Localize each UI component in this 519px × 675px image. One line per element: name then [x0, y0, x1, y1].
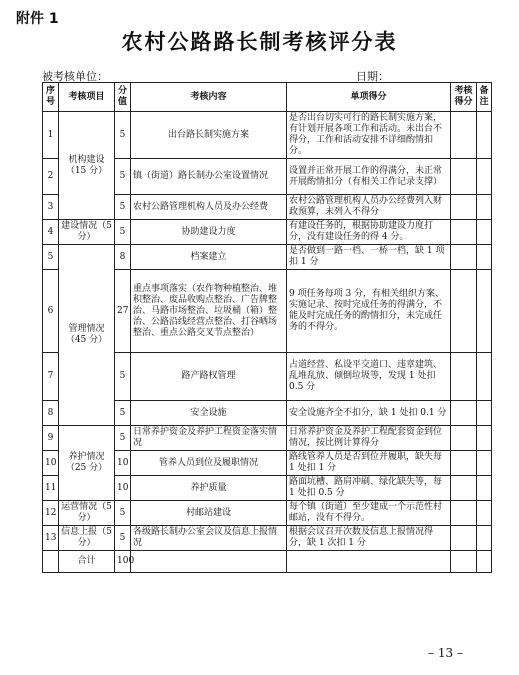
row-value: 27: [115, 270, 131, 353]
row-content: 各级路长制办公室会议及信息上报情况: [131, 526, 287, 551]
row-no: 4: [43, 220, 59, 245]
row-value: 5: [115, 353, 131, 401]
row-content: 农村公路管理机构人员及办公经费: [131, 195, 287, 220]
total-blank: [43, 551, 59, 573]
row-value: 5: [115, 159, 131, 195]
row-no: 5: [43, 245, 59, 270]
row-scoring: 是否出台切实可行的路长制实施方案，有计划开展各项工作和活动。未出台不得分，工作和活动安排不详细酌情扣分。: [287, 112, 451, 159]
row-score: [451, 195, 477, 220]
row-scoring: 9 项任务每项 3 分，有相关组织方案、实施记录、按时完成任务的得满分，不能及时完成任务的酌情扣分，未完成任务的不得分。: [287, 270, 451, 353]
total-label: 合计: [59, 551, 115, 573]
table-row: [43, 501, 492, 526]
table-row: [43, 526, 492, 551]
row-scoring: 根据会议召开次数及信息上报情况得分，缺 1 次扣 1 分: [287, 526, 451, 551]
row-remark: [477, 195, 492, 220]
header-score: 考核得分: [451, 83, 477, 112]
row-value: 5: [115, 426, 131, 451]
row-score: [451, 159, 477, 195]
row-content: 出台路长制实施方案: [131, 112, 287, 159]
header-row: [43, 83, 492, 112]
row-remark: [477, 401, 492, 426]
row-remark: [477, 245, 492, 270]
row-no: 8: [43, 401, 59, 426]
date-label: 日期：: [356, 70, 389, 83]
table-row: [43, 245, 492, 270]
row-score: [451, 270, 477, 353]
row-score: [451, 220, 477, 245]
row-content: 村邮站建设: [131, 501, 287, 526]
table-row: [43, 426, 492, 451]
row-no: 11: [43, 476, 59, 501]
row-score: [451, 451, 477, 476]
group-maint: 养护情况（25 分）: [59, 426, 115, 501]
row-scoring: 每个镇（街道）至少建成一个示范性村邮站，没有不得分。: [287, 501, 451, 526]
score-table: [42, 82, 492, 573]
row-scoring: 日常养护资金及养护工程配套资金到位情况，按比例计算得分: [287, 426, 451, 451]
row-score: [451, 526, 477, 551]
row-no: 3: [43, 195, 59, 220]
row-remark: [477, 501, 492, 526]
row-score: [451, 476, 477, 501]
group-info: 信息上报（5 分）: [59, 526, 115, 551]
header-item: 考核项目: [59, 83, 115, 112]
row-value: 5: [115, 220, 131, 245]
row-score: [451, 401, 477, 426]
header-seq: 序号: [43, 83, 59, 112]
row-value: 5: [115, 401, 131, 426]
row-content: 协助建设力度: [131, 220, 287, 245]
row-remark: [477, 426, 492, 451]
total-scoring: [287, 551, 451, 573]
row-content: 镇（街道）路长制办公室设置情况: [131, 159, 287, 195]
header-scoring: 单项得分: [287, 83, 451, 112]
header-content: 考核内容: [131, 83, 287, 112]
total-content: [131, 551, 287, 573]
page-number: – 13 –: [428, 646, 463, 660]
row-scoring: 安全设施齐全不扣分，缺 1 处扣 0.1 分: [287, 401, 451, 426]
row-value: 5: [115, 112, 131, 159]
row-score: [451, 426, 477, 451]
row-content: 日常养护资金及养护工程资金落实情况: [131, 426, 287, 451]
row-remark: [477, 112, 492, 159]
row-scoring: 路面坑槽、路肩冲刷、绿化缺失等，每 1 处扣 0.5 分: [287, 476, 451, 501]
row-no: 12: [43, 501, 59, 526]
row-score: [451, 501, 477, 526]
group-transport: 运营情况（5 分）: [59, 501, 115, 526]
header-value: 分值: [115, 83, 131, 112]
row-scoring: 农村公路管理机构人员办公经费列入财政预算，未列入不得分: [287, 195, 451, 220]
total-score: [451, 551, 477, 573]
page-title: 农村公路路长制考核评分表: [121, 29, 398, 54]
group-org: 机构建设（15 分）: [59, 112, 115, 220]
row-value: 5: [115, 501, 131, 526]
row-remark: [477, 220, 492, 245]
row-remark: [477, 476, 492, 501]
row-remark: [477, 353, 492, 401]
row-remark: [477, 451, 492, 476]
row-scoring: 占道经营、私设平交道口、违章建筑、乱堆乱放、倾倒垃圾等，发现 1 处扣 0.5 分: [287, 353, 451, 401]
row-no: 13: [43, 526, 59, 551]
row-scoring: 路线管养人员是否到位并履职，缺失每 1 处扣 1 分: [287, 451, 451, 476]
row-content: 重点事项落实（农作物种植整治、堆积整治、废品收购点整治、广告牌整治、马路市场整治、垃圾桶（箱）整治、公路沿线经营点整治、打谷晒场整治、重点公路交叉节点整治）: [131, 270, 287, 353]
row-remark: [477, 270, 492, 353]
row-no: 9: [43, 426, 59, 451]
row-scoring: 设置并正常开展工作的得满分，未正常开展酌情扣分（有相关工作记录支撑）: [287, 159, 451, 195]
attachment-label: 附件 1: [16, 11, 59, 27]
row-value: 10: [115, 476, 131, 501]
row-score: [451, 353, 477, 401]
total-remark: [477, 551, 492, 573]
row-no: 10: [43, 451, 59, 476]
row-remark: [477, 526, 492, 551]
row-no: 7: [43, 353, 59, 401]
row-no: 1: [43, 112, 59, 159]
table-row: [43, 112, 492, 159]
row-remark: [477, 159, 492, 195]
row-value: 10: [115, 451, 131, 476]
row-score: [451, 245, 477, 270]
group-manage: 管理情况（45 分）: [59, 245, 115, 426]
group-build: 建设情况（5 分）: [59, 220, 115, 245]
row-scoring: 有建设任务的，根据协助建设力度打分，没有建设任务的得 4 分。: [287, 220, 451, 245]
row-content: 路产路权管理: [131, 353, 287, 401]
row-content: 养护质量: [131, 476, 287, 501]
total-value: 100: [115, 551, 131, 573]
row-scoring: 是否做到一路一档、一桥一档，缺 1 项扣 1 分: [287, 245, 451, 270]
unit-label: 被考核单位：: [42, 70, 108, 83]
header-remark: 备注: [477, 83, 492, 112]
row-score: [451, 112, 477, 159]
row-value: 5: [115, 195, 131, 220]
row-no: 2: [43, 159, 59, 195]
row-no: 6: [43, 270, 59, 353]
total-row: [43, 551, 492, 573]
row-value: 8: [115, 245, 131, 270]
row-value: 5: [115, 526, 131, 551]
row-content: 管养人员到位及履职情况: [131, 451, 287, 476]
table-row: [43, 220, 492, 245]
row-content: 安全设施: [131, 401, 287, 426]
row-content: 档案建立: [131, 245, 287, 270]
